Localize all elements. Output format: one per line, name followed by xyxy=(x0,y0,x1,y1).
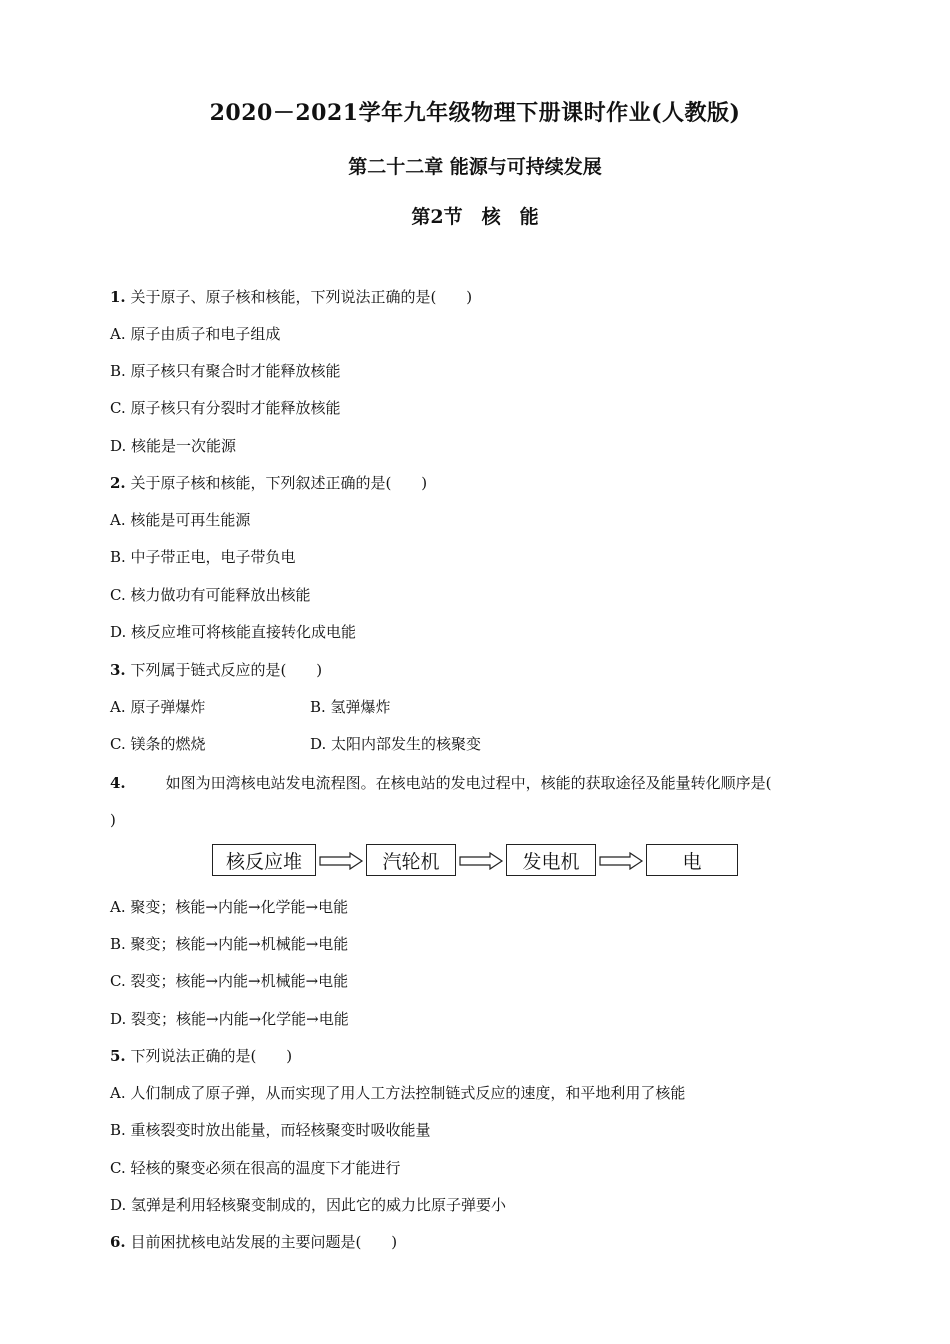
option-2b: B. 中子带正电，电子带负电 xyxy=(110,548,296,566)
question-stem: 目前困扰核电站发展的主要问题是( ) xyxy=(125,1233,398,1251)
flow-box-turbine: 汽轮机 xyxy=(366,844,456,876)
question-4-stem-continued: ) xyxy=(110,811,116,829)
question-6 xyxy=(110,1232,397,1252)
question-number: 2. xyxy=(110,474,126,492)
option-4b: B. 聚变；核能→内能→机械能→电能 xyxy=(110,935,349,953)
page-title: 2020－2021学年九年级物理下册课时作业(人教版) xyxy=(209,100,741,126)
flow-arrow-icon xyxy=(318,852,364,870)
question-stem: 如图为田湾核电站发电流程图。在核电站的发电过程中，核能的获取途径及能量转化顺序是( xyxy=(165,774,772,792)
question-1 xyxy=(110,287,472,307)
question-stem: 下列说法正确的是( ) xyxy=(125,1047,293,1065)
option-5c: C. 轻核的聚变必须在很高的温度下才能进行 xyxy=(110,1159,401,1177)
option-4d: D. 裂变；核能→内能→化学能→电能 xyxy=(110,1010,349,1028)
option-5d: D. 氢弹是利用轻核聚变制成的，因此它的威力比原子弹要小 xyxy=(110,1196,507,1214)
option-1b: B. 原子核只有聚合时才能释放核能 xyxy=(110,362,341,380)
option-4a: A. 聚变；核能→内能→化学能→电能 xyxy=(110,898,349,916)
flow-box-electricity: 电 xyxy=(646,844,738,876)
section-title: 第2节 核 能 xyxy=(411,206,539,228)
option-2c: C. 核力做功有可能释放出核能 xyxy=(110,586,311,604)
question-number: 5. xyxy=(110,1047,126,1065)
option-1a: A. 原子由质子和电子组成 xyxy=(110,325,281,343)
question-stem: 关于原子核和核能，下列叙述正确的是( ) xyxy=(125,474,428,492)
question-number: 1. xyxy=(110,288,126,306)
question-number: 3. xyxy=(110,661,126,679)
option-1c: C. 原子核只有分裂时才能释放核能 xyxy=(110,399,341,417)
question-3 xyxy=(110,660,322,680)
flow-box-reactor: 核反应堆 xyxy=(212,844,316,876)
option-3c: C. 镁条的燃烧 xyxy=(110,735,206,753)
option-3b: B. 氢弹爆炸 xyxy=(310,698,391,716)
question-2 xyxy=(110,473,427,493)
option-2d: D. 核反应堆可将核能直接转化成电能 xyxy=(110,623,357,641)
flow-arrow-icon xyxy=(598,852,644,870)
question-number: 4. xyxy=(110,774,126,792)
option-3d: D. 太阳内部发生的核聚变 xyxy=(310,735,482,753)
option-2a: A. 核能是可再生能源 xyxy=(110,511,251,529)
option-5a: A. 人们制成了原子弹，从而实现了用人工方法控制链式反应的速度，和平地利用了核能 xyxy=(110,1084,686,1102)
question-stem: 关于原子、原子核和核能，下列说法正确的是( ) xyxy=(125,288,473,306)
question-stem: 下列属于链式反应的是( ) xyxy=(125,661,323,679)
option-4c: C. 裂变；核能→内能→机械能→电能 xyxy=(110,972,349,990)
option-1d: D. 核能是一次能源 xyxy=(110,437,237,455)
option-3a: A. 原子弹爆炸 xyxy=(110,698,206,716)
question-number: 6. xyxy=(110,1233,126,1251)
flow-box-generator: 发电机 xyxy=(506,844,596,876)
question-5 xyxy=(110,1046,292,1066)
chapter-title: 第二十二章 能源与可持续发展 xyxy=(348,156,602,178)
question-4 xyxy=(110,773,772,793)
flow-arrow-icon xyxy=(458,852,504,870)
power-flow-diagram xyxy=(212,844,738,880)
option-5b: B. 重核裂变时放出能量，而轻核聚变时吸收能量 xyxy=(110,1121,431,1139)
